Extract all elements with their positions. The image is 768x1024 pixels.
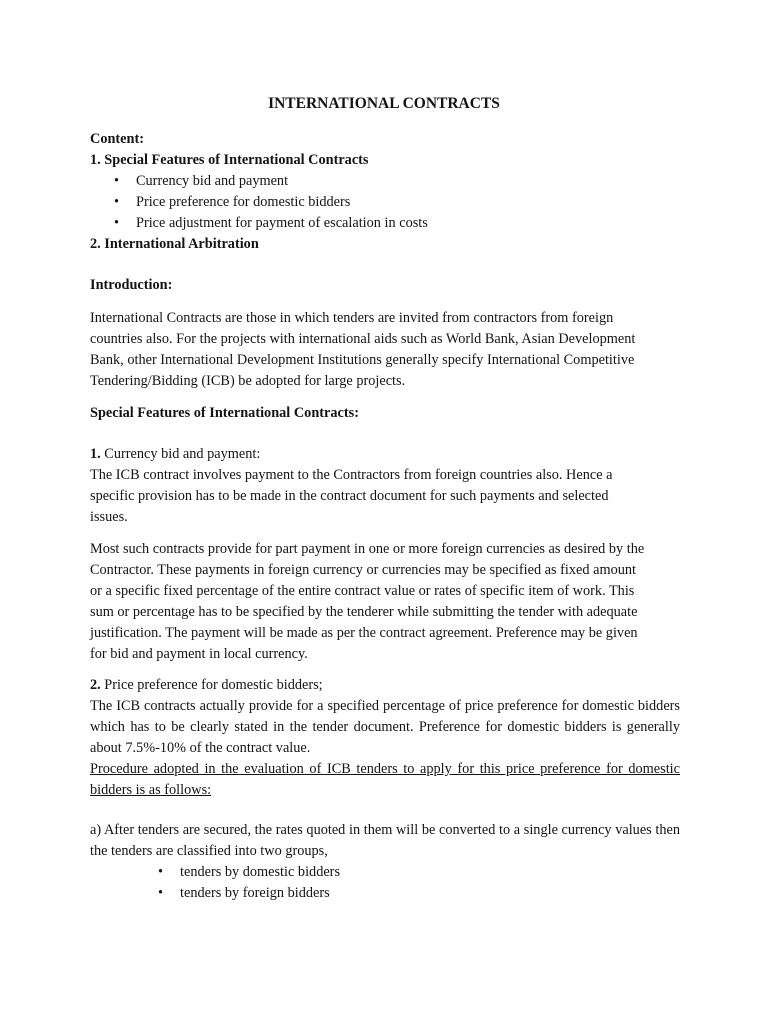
- section-2-title: [90, 675, 680, 696]
- section-1-para2-line: Most such contracts provide for part payment in one or more foreign currencies as desired by the: [90, 541, 645, 557]
- list-item: • tenders by domestic bidders: [90, 862, 680, 883]
- section-1-paragraph-2: [90, 539, 680, 665]
- section-1-para1-line: issues.: [90, 509, 128, 525]
- bullet-icon: •: [158, 864, 164, 880]
- content-section: [90, 129, 680, 255]
- document-title: INTERNATIONAL CONTRACTS: [268, 95, 500, 112]
- special-features-heading-block: [90, 403, 680, 424]
- step-a-block: [90, 820, 680, 904]
- special-features-heading: Special Features of International Contracts:: [90, 405, 359, 421]
- introduction-heading-block: [90, 275, 680, 296]
- section-1-para1-line: The ICB contract involves payment to the Contractors from foreign countries also. Hence a: [90, 467, 613, 483]
- bullet-icon: •: [114, 194, 120, 210]
- intro-line: International Contracts are those in which tenders are invited from contractors from foreign: [90, 310, 614, 326]
- section-1-para2-line: or a specific fixed percentage of the entire contract value or rates of specific item of work. This: [90, 583, 635, 599]
- toc-sublist: [90, 171, 680, 234]
- toc-item-2: 2. International Arbitration: [90, 236, 259, 252]
- section-2: [90, 675, 680, 801]
- groups-list: [90, 862, 680, 904]
- step-a-text: a) After tenders are secured, the rates quoted in them will be converted to a single currency values then the tenders are classified into two groups,: [90, 822, 680, 859]
- intro-line: Bank, other International Development Institutions generally specify International Competitive: [90, 352, 635, 368]
- section-1-para2-line: Contractor. These payments in foreign currency or currencies may be specified as fixed amount: [90, 562, 636, 578]
- bullet-icon: •: [114, 173, 120, 189]
- bullet-icon: •: [158, 885, 164, 901]
- introduction-heading: Introduction:: [90, 277, 173, 293]
- section-2-title-text: Price preference for domestic bidders;: [100, 677, 323, 693]
- intro-line: Tendering/Bidding (ICB) be adopted for large projects.: [90, 373, 406, 389]
- section-1-para2-line: sum or percentage has to be specified by the tenderer while submitting the tender with adequate: [90, 604, 638, 620]
- section-2-paragraph: The ICB contracts actually provide for a specified percentage of price preference for domestic bidders which has to be clearly stated in the tender document. Preference for domestic bidders is generally about 7.5%-10% of the contract value.: [90, 698, 680, 756]
- section-1-title-text: Currency bid and payment:: [100, 446, 261, 462]
- section-1-para1-line: specific provision has to be made in the contract document for such payments and selected: [90, 488, 609, 504]
- bullet-icon: •: [114, 215, 120, 231]
- introduction-paragraph: [90, 308, 680, 392]
- list-item: • tenders by foreign bidders: [90, 883, 680, 904]
- section-1-number: 1.: [90, 446, 101, 462]
- procedure-text: Procedure adopted in the evaluation of ICB tenders to apply for this price preference for domestic bidders is as follows:: [90, 761, 680, 798]
- intro-line: countries also. For the projects with international aids such as World Bank, Asian Development: [90, 331, 636, 347]
- toc-subitem: • Currency bid and payment: [90, 171, 680, 192]
- section-2-number: 2.: [90, 677, 101, 693]
- toc-subitem: • Price preference for domestic bidders: [90, 192, 680, 213]
- toc-item-1: 1. Special Features of International Contracts: [90, 152, 369, 168]
- section-1-para2-line: for bid and payment in local currency.: [90, 646, 308, 662]
- section-1-title: [90, 444, 680, 465]
- content-label: Content:: [90, 131, 145, 147]
- toc-subitem: • Price adjustment for payment of escalation in costs: [90, 213, 680, 234]
- section-1: [90, 444, 680, 528]
- section-1-para2-line: justification. The payment will be made as per the contract agreement. Preference may be given: [90, 625, 638, 641]
